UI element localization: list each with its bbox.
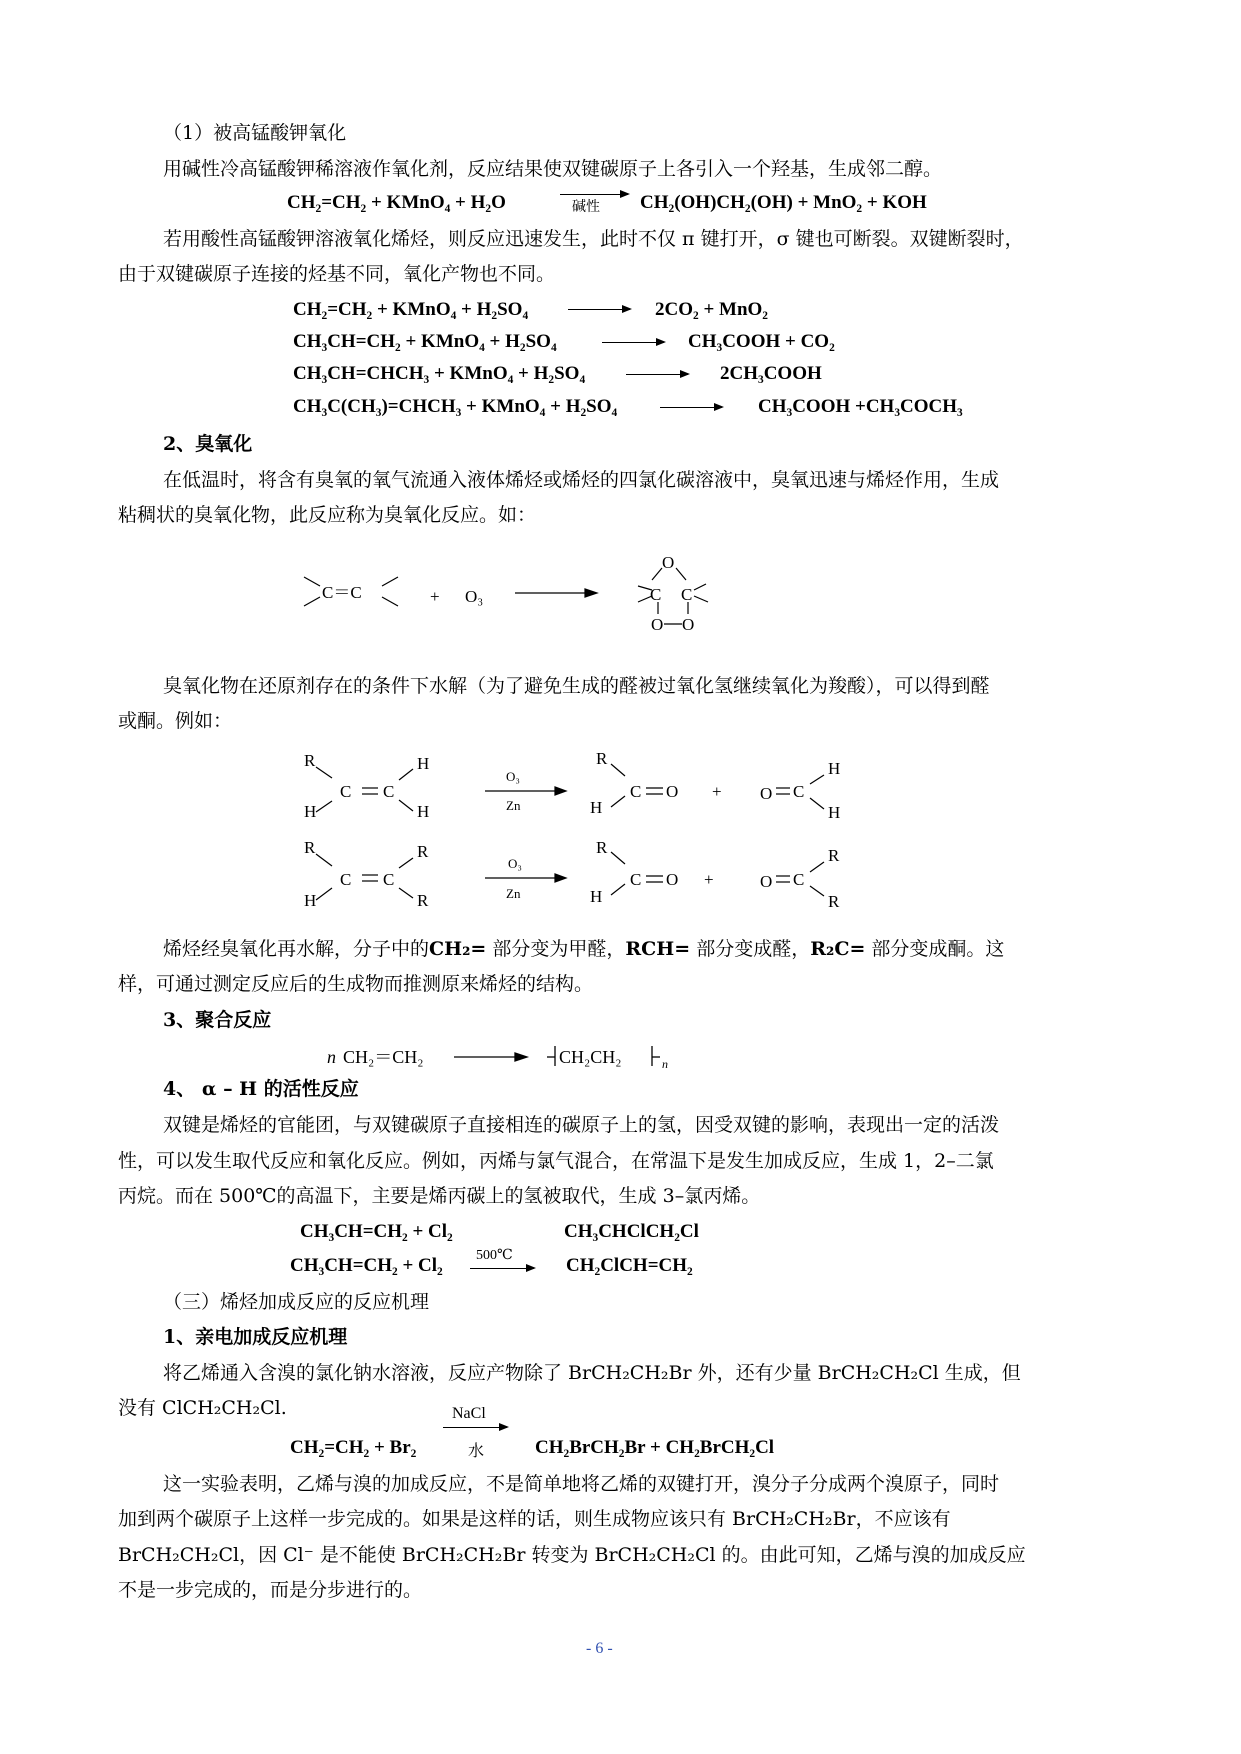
svg-text:H: H — [590, 798, 603, 817]
svg-text:C: C — [630, 782, 642, 801]
paragraph: 将乙烯通入含溴的氯化钠水溶液，反应产物除了 BrCH₂CH₂Br 外，还有少量 BrCH₂CH₂Cl 生成，但 — [163, 1362, 1021, 1384]
ring-oxygen: O — [662, 553, 675, 572]
equation-left: CH₃CH=CH₂ + Cl₂ — [290, 1255, 443, 1276]
paragraph: 由于双键碳原子连接的烃基不同，氧化产物也不同。 — [118, 263, 556, 285]
section-heading: （三）烯烃加成反应的反应机理 — [163, 1291, 430, 1313]
reaction-right: CH₃COOH +CH₃COCH₃ — [758, 396, 963, 417]
paragraph: BrCH₂CH₂Cl，因 Cl⁻ 是不能使 BrCH₂CH₂Br 转变为 BrCH₂CH₂Cl 的。由此可知，乙烯与溴的加成反应 — [118, 1544, 1026, 1566]
reaction-arrow — [602, 342, 664, 343]
subsection-heading: 1、亲电加成反应机理 — [163, 1326, 348, 1348]
paragraph: 没有 ClCH₂CH₂Cl. — [118, 1397, 287, 1419]
paragraph: 若用酸性高锰酸钾溶液氧化烯烃，则反应迅速发生，此时不仅 π 键打开，σ 键也可断裂。双键断裂时， — [163, 228, 1024, 250]
condition-label: 水 — [468, 1443, 485, 1460]
svg-text:O: O — [760, 784, 773, 803]
svg-text:O: O — [760, 872, 773, 891]
page-number: - 6 - — [586, 1640, 613, 1657]
reaction-arrow — [626, 374, 688, 375]
reaction-right: CH₃COOH + CO₂ — [688, 331, 835, 352]
svg-text:C: C — [793, 782, 805, 801]
svg-text:C: C — [793, 870, 805, 889]
reaction-right: 2CH₃COOH — [720, 363, 822, 384]
plus-sign: + — [430, 587, 440, 606]
svg-text:R: R — [828, 846, 840, 865]
paragraph: 双键是烯烃的官能团，与双键碳原子直接相连的碳原子上的氢，因受双键的影响，表现出一定的活泼 — [163, 1114, 1000, 1136]
equation-left: CH₃CH=CH₂ + Cl₂ — [300, 1221, 453, 1242]
alkene-formula: C＝C — [322, 583, 362, 602]
svg-text:C: C — [340, 782, 352, 801]
ozonolysis-reaction-1 — [300, 750, 860, 825]
svg-text:CH₂＝CH₂: CH₂＝CH₂ — [343, 1047, 424, 1067]
svg-text:+: + — [712, 782, 722, 801]
reaction-arrow — [660, 407, 722, 408]
svg-text:H: H — [590, 887, 603, 906]
ring-carbon: C — [681, 585, 693, 604]
svg-text:Zn: Zn — [506, 886, 521, 901]
paragraph: 样，可通过测定反应后的生成物而推测原来烯烃的结构。 — [118, 973, 594, 995]
ozonolysis-reaction-2 — [300, 840, 860, 915]
reaction-left: CH₃CH=CHCH₃ + KMnO₄ + H₂SO₄ — [293, 363, 586, 384]
paragraph: 臭氧化物在还原剂存在的条件下水解（为了避免生成的醛被过氧化氢继续氧化为羧酸），可以得到醛 — [163, 675, 990, 697]
paragraph: 加到两个碳原子上这样一步完成的。如果是这样的话，则生成物应该只有 BrCH₂CH₂Br，不应该有 — [118, 1508, 951, 1530]
ring-oxygen: O — [651, 615, 664, 634]
svg-text:C: C — [630, 870, 642, 889]
paragraph: 烯烃经臭氧化再水解，分子中的CH₂= 部分变为甲醛，RCH= 部分变成醛，R₂C= 部分变成酮。这 — [163, 938, 1005, 960]
svg-text:O: O — [666, 782, 679, 801]
paragraph: 在低温时，将含有臭氧的氧气流通入液体烯烃或烯烃的四氯化碳溶液中，臭氧迅速与烯烃作用，生成 — [163, 469, 1000, 491]
reaction-arrow — [560, 194, 628, 195]
svg-text:R: R — [304, 751, 316, 770]
condition-label: 500℃ — [476, 1248, 513, 1263]
svg-text:O₃: O₃ — [506, 769, 520, 784]
svg-text:n: n — [327, 1047, 336, 1067]
svg-text:H: H — [304, 802, 317, 821]
reaction-left: CH₃C(CH₃)=CHCH₃ + KMnO₄ + H₂SO₄ — [293, 396, 618, 417]
ring-oxygen: O — [682, 615, 695, 634]
svg-text:CH₂CH₂: CH₂CH₂ — [559, 1047, 622, 1067]
svg-text:H: H — [417, 802, 430, 821]
reaction-arrow — [568, 309, 630, 310]
equation-left: CH₂=CH₂ + Br₂ — [290, 1437, 417, 1458]
svg-text:R: R — [828, 892, 840, 911]
equation-right: CH₃CHClCH₂Cl — [564, 1221, 699, 1242]
svg-text:R: R — [304, 838, 316, 857]
section-heading: （1）被高锰酸钾氧化 — [163, 122, 347, 144]
equation-right: CH₂(OH)CH₂(OH) + MnO₂ + KOH — [640, 192, 927, 213]
condition-label: NaCl — [452, 1405, 486, 1422]
equation-right: CH₂BrCH₂Br + CH₂BrCH₂Cl — [535, 1437, 775, 1458]
svg-text:H: H — [304, 891, 317, 910]
svg-text:C: C — [340, 870, 352, 889]
svg-text:+: + — [704, 870, 714, 889]
equation-right: CH₂ClCH=CH₂ — [566, 1255, 693, 1276]
ozone-formula: O₃ — [465, 587, 484, 606]
svg-text:n: n — [662, 1057, 668, 1071]
svg-text:R: R — [596, 749, 608, 768]
paragraph: 粘稠状的臭氧化物，此反应称为臭氧化反应。如： — [118, 504, 537, 526]
paragraph: 或酮。例如： — [118, 710, 233, 732]
svg-text:H: H — [828, 759, 841, 778]
paragraph: 这一实验表明，乙烯与溴的加成反应，不是简单地将乙烯的双键打开，溴分子分成两个溴原子，同时 — [163, 1473, 1000, 1495]
section-heading: 2、臭氧化 — [163, 433, 253, 455]
polymerization-equation — [325, 1038, 705, 1074]
reaction-arrow — [443, 1427, 507, 1428]
svg-text:O: O — [666, 870, 679, 889]
reaction-right: 2CO₂ + MnO₂ — [655, 299, 768, 320]
condition-label: 碱性 — [572, 200, 600, 215]
reaction-left: CH₂=CH₂ + KMnO₄ + H₂SO₄ — [293, 299, 529, 320]
paragraph: 丙烷。而在 500℃的高温下，主要是烯丙碳上的氢被取代，生成 3–氯丙烯。 — [118, 1185, 761, 1207]
reaction-arrow — [470, 1268, 534, 1269]
paragraph: 用碱性冷高锰酸钾稀溶液作氧化剂，反应结果使双键碳原子上各引入一个羟基，生成邻二醇。 — [163, 158, 943, 180]
ozonide-diagram — [300, 550, 720, 650]
paragraph: 不是一步完成的，而是分步进行的。 — [118, 1579, 423, 1601]
svg-text:H: H — [417, 754, 430, 773]
section-heading: 3、聚合反应 — [163, 1009, 272, 1031]
reaction-left: CH₃CH=CH₂ + KMnO₄ + H₂SO₄ — [293, 331, 557, 352]
equation-left: CH₂=CH₂ + KMnO₄ + H₂O — [287, 192, 506, 213]
svg-text:H: H — [828, 803, 841, 822]
paragraph: 性，可以发生取代反应和氧化反应。例如，丙烯与氯气混合，在常温下是发生加成反应，生成 1，2–二氯 — [118, 1150, 994, 1172]
section-heading: 4、 α – H 的活性反应 — [163, 1078, 359, 1100]
svg-text:R: R — [596, 838, 608, 857]
ring-carbon: C — [650, 585, 662, 604]
svg-text:R: R — [417, 842, 429, 861]
svg-text:Zn: Zn — [506, 798, 521, 813]
svg-text:R: R — [417, 891, 429, 910]
svg-text:O₃: O₃ — [508, 856, 522, 871]
svg-text:C: C — [383, 782, 395, 801]
svg-text:C: C — [383, 870, 395, 889]
